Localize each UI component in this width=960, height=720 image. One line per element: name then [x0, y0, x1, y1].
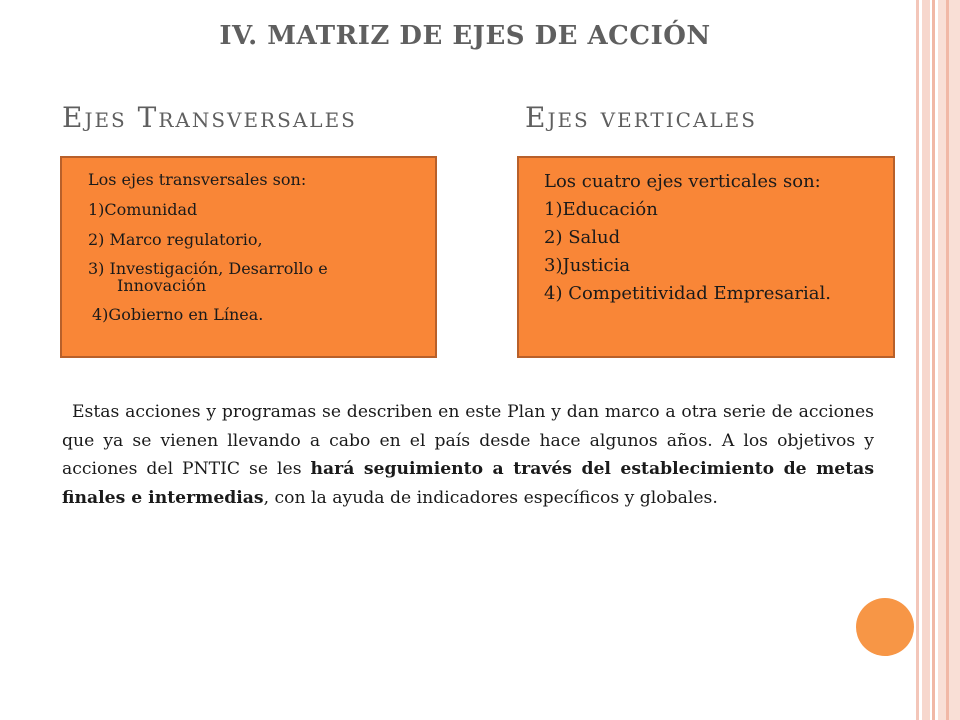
list-item: 2) Salud: [544, 227, 621, 248]
box-intro-line: Los cuatro ejes verticales son:: [544, 171, 821, 192]
decorative-stripe: [922, 0, 930, 720]
list-item: 1)Educación: [544, 199, 658, 220]
list-item: 1)Comunidad: [88, 200, 198, 219]
decorative-stripe: [916, 0, 919, 720]
list-item-text: 3) Investigación, Desarrollo e: [88, 259, 328, 278]
heading-ejes-transversales: Ejes Transversales: [62, 101, 357, 134]
paragraph-text: Estas acciones y programas se describen en este Plan y dan marco a otra serie de acciones que ya se vienen llevando a cabo en el país desde hace algunos años. A los objetivos y acciones del PNTIC se les: [62, 402, 874, 479]
decorative-stripe: [946, 0, 949, 720]
decorative-stripe: [932, 0, 935, 720]
slide-title: IV. MATRIZ DE EJES DE ACCIÓN: [219, 21, 711, 51]
paragraph-text-end: , con la ayuda de indicadores específicos y globales.: [263, 487, 718, 508]
list-item: [88, 260, 425, 294]
vertical-axes-box: [517, 156, 895, 358]
list-item: 4) Competitividad Empresarial.: [544, 283, 831, 304]
list-item: 3)Justicia: [544, 255, 631, 276]
heading-ejes-verticales: Ejes verticales: [525, 101, 757, 134]
list-item-continuation: Innovación: [117, 276, 207, 295]
box-intro-line: Los ejes transversales son:: [88, 170, 307, 189]
transversal-axes-box: [60, 156, 437, 358]
decorative-stripe: [938, 0, 960, 720]
paragraph-bold-text: hará seguimiento a través del establecimiento de metas finales e intermedias: [62, 459, 874, 508]
body-paragraph: [62, 398, 874, 512]
list-item: 2) Marco regulatorio,: [88, 230, 263, 249]
list-item: 4)Gobierno en Línea.: [92, 305, 264, 324]
decorative-circle: [856, 598, 914, 656]
